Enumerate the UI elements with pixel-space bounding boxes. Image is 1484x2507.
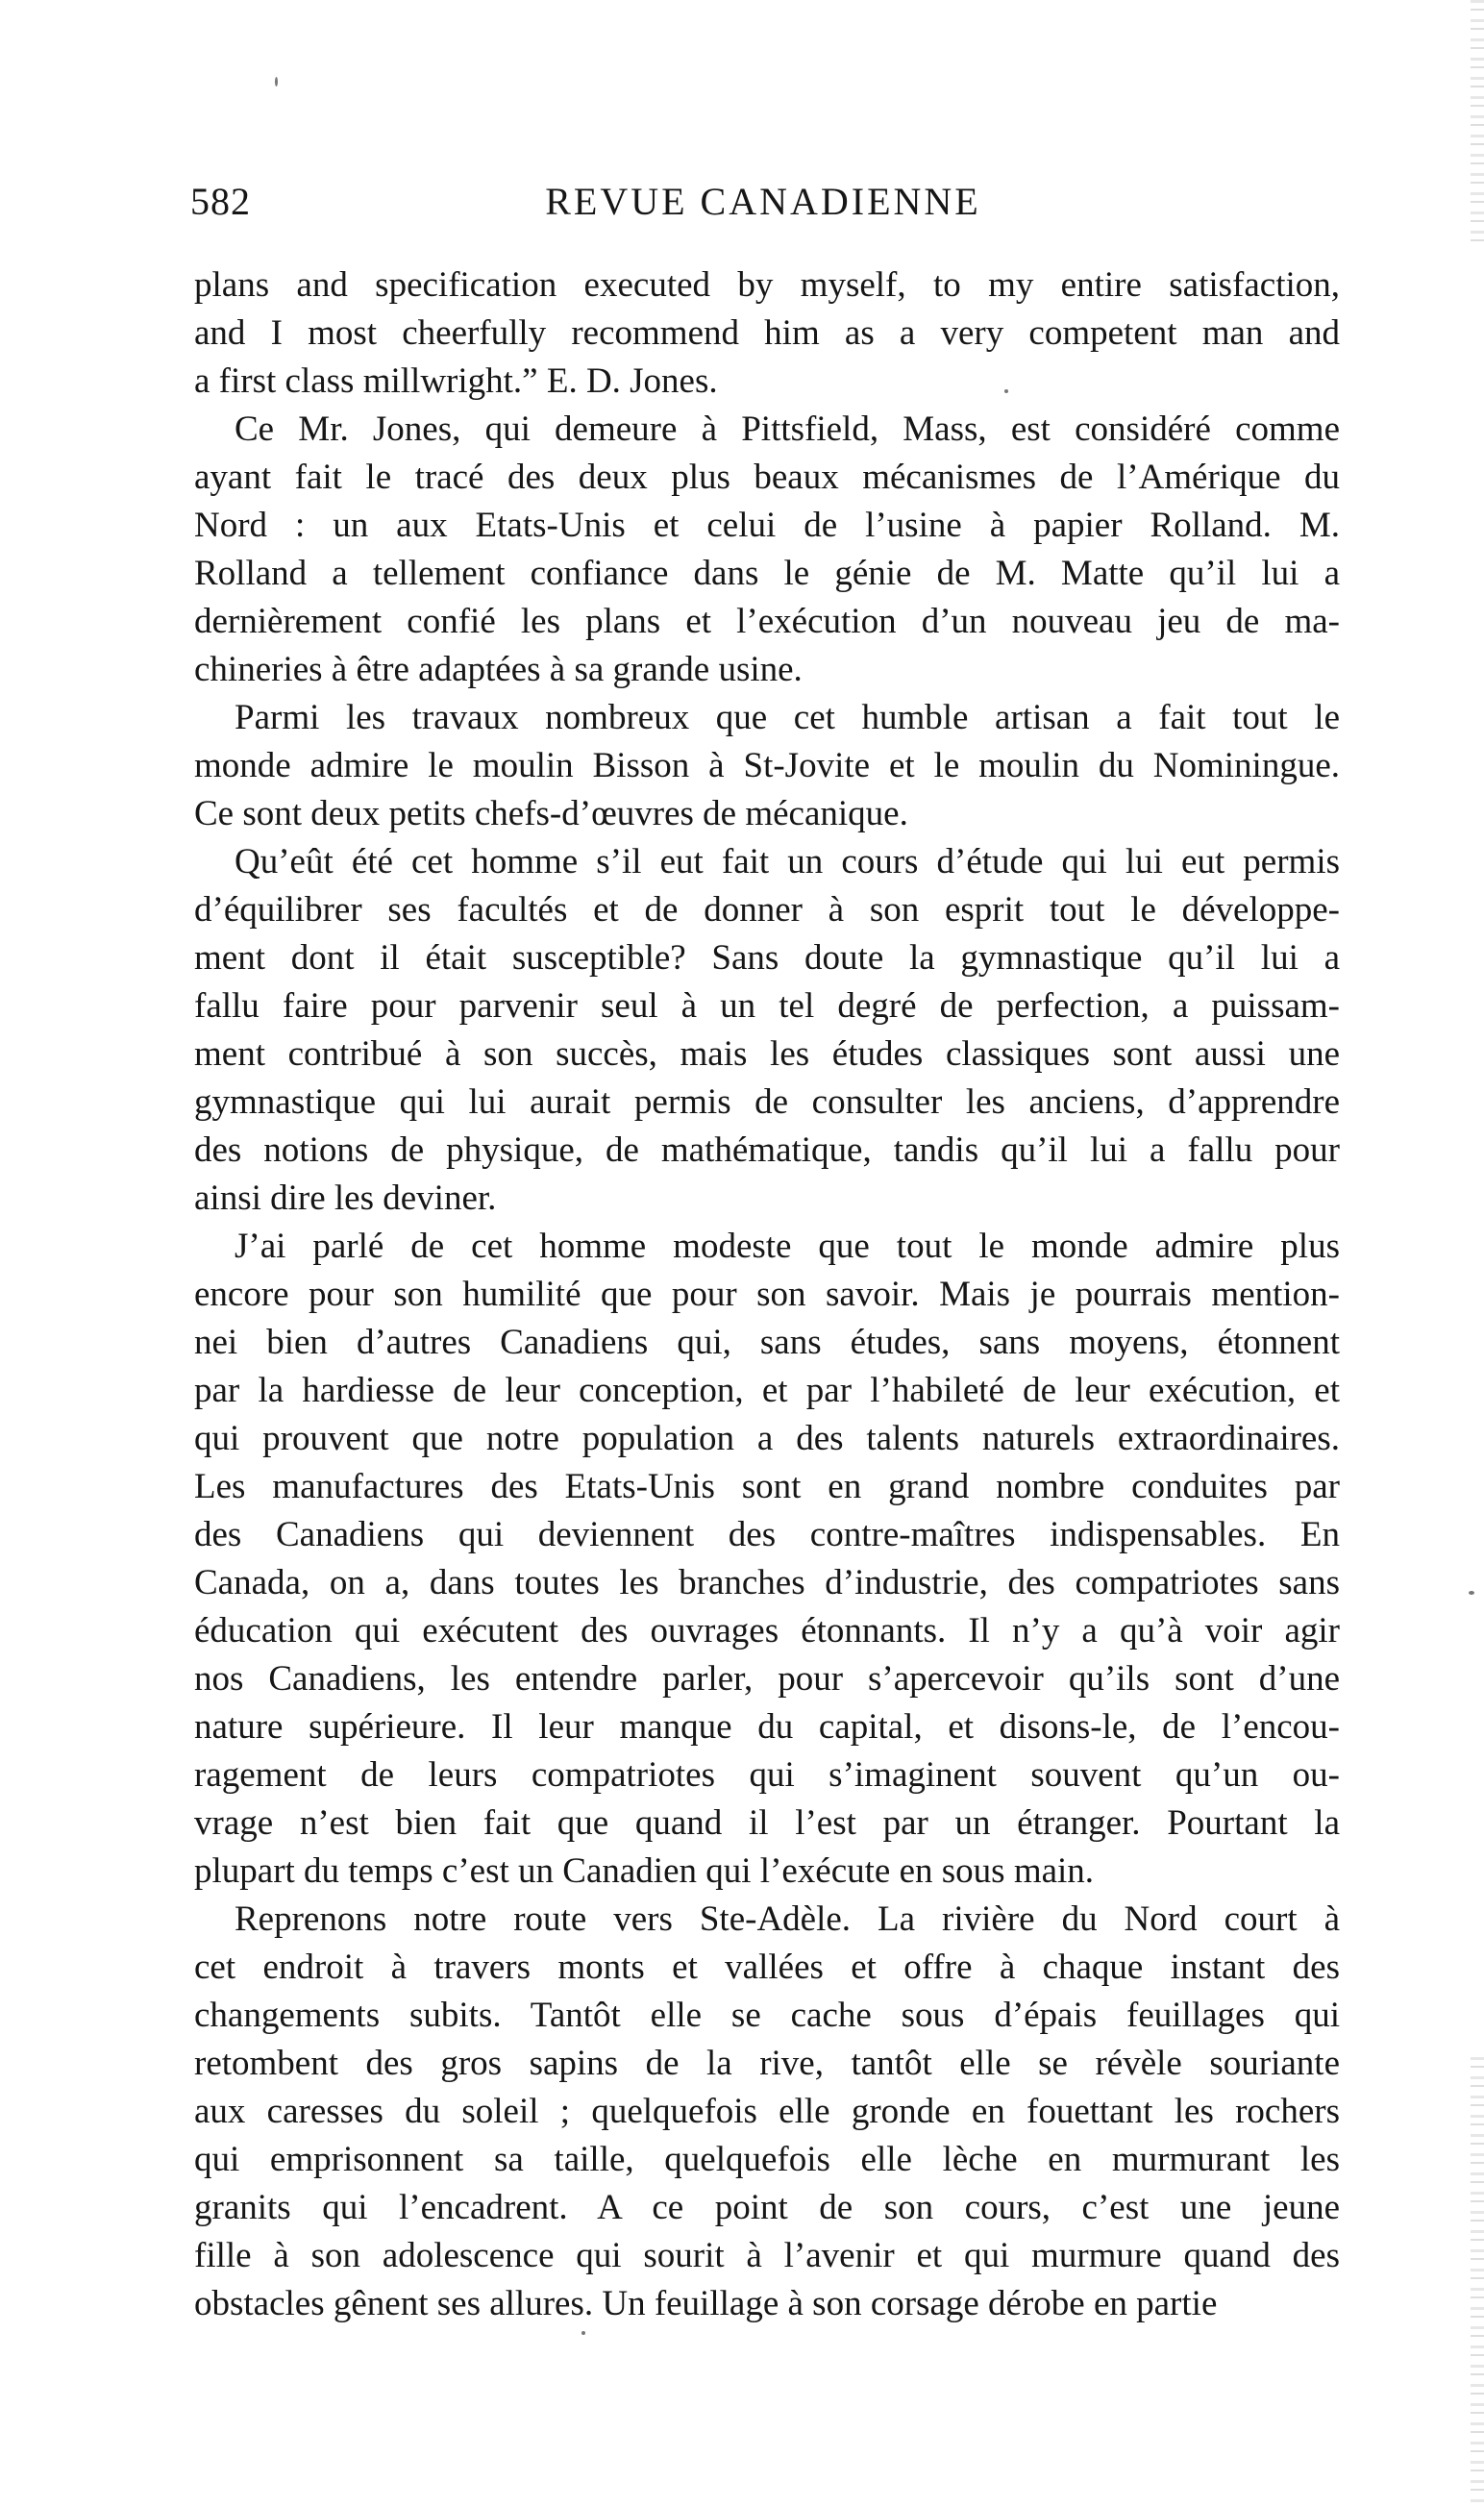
text-line: vrage n’est bien fait que quand il l’est par un étranger. Pourtant la	[194, 1803, 1340, 1843]
text-line: ment contribué à son succès, mais les études classiques sont aussi une	[194, 1034, 1340, 1074]
scan-speck	[1004, 389, 1008, 393]
text-line: Ce sont deux petits chefs-d’œuvres de mécanique.	[194, 794, 908, 833]
text-line: des notions de physique, de mathématique, tandis qu’il lui a fallu pour	[194, 1130, 1340, 1170]
text-line: chineries à être adaptées à sa grande usine.	[194, 650, 803, 689]
text-line: aux caresses du soleil ; quelquefois elle gronde en fouettant les rochers	[194, 2092, 1340, 2131]
text-line: Canada, on a, dans toutes les branches d’industrie, des compatriotes sans	[194, 1563, 1340, 1602]
running-title: REVUE CANADIENNE	[545, 180, 981, 223]
text-line: and I most cheerfully recommend him as a very competent man and	[194, 313, 1340, 353]
text-line: retombent des gros sapins de la rive, tantôt elle se révèle souriante	[194, 2044, 1340, 2083]
paragraph	[194, 406, 1340, 694]
text-line: plans and specification executed by myself, to my entire satisfaction,	[194, 265, 1340, 305]
text-line: ainsi dire les deviner.	[194, 1179, 497, 1218]
text-line: nos Canadiens, les entendre parler, pour s’apercevoir qu’ils sont d’une	[194, 1659, 1340, 1699]
page-header	[190, 179, 1336, 236]
text-line: J’ai parlé de cet homme modeste que tout le monde admire plus	[235, 1227, 1340, 1266]
scan-speck	[581, 2331, 585, 2335]
paragraph	[194, 694, 1340, 838]
paragraph	[194, 1896, 1340, 2328]
text-line: ayant fait le tracé des deux plus beaux mécanismes de l’Amérique du	[194, 458, 1340, 497]
text-line: granits qui l’encadrent. A ce point de son cours, c’est une jeune	[194, 2188, 1340, 2227]
text-line: cet endroit à travers monts et vallées et offre à chaque instant des	[194, 1948, 1340, 1987]
text-line: a first class millwright.” E. D. Jones.	[194, 361, 718, 401]
text-line: changements subits. Tantôt elle se cache sous d’épais feuillages qui	[194, 1996, 1340, 2035]
page-number: 582	[190, 180, 251, 223]
text-line: nature supérieure. Il leur manque du capital, et disons-le, de l’encou-	[194, 1707, 1340, 1747]
text-line: qui prouvent que notre population a des talents naturels extraordinaires.	[194, 1419, 1340, 1458]
text-line: éducation qui exécutent des ouvrages étonnants. Il n’y a qu’à voir agir	[194, 1611, 1340, 1651]
text-line: monde admire le moulin Bisson à St-Jovite et le moulin du Nominingue.	[194, 746, 1340, 785]
scan-edge-noise	[1471, 2057, 1484, 2507]
scan-speck	[275, 77, 278, 87]
paragraph	[194, 1223, 1340, 1896]
text-line: Rolland a tellement confiance dans le génie de M. Matte qu’il lui a	[194, 554, 1340, 593]
text-line: d’équilibrer ses facultés et de donner à son esprit tout le développe-	[194, 890, 1340, 930]
text-line: Les manufactures des Etats-Unis sont en grand nombre conduites par	[194, 1467, 1340, 1506]
scan-speck	[1469, 1591, 1474, 1595]
text-line: nei bien d’autres Canadiens qui, sans études, sans moyens, étonnent	[194, 1323, 1340, 1362]
paragraph	[194, 261, 1340, 406]
text-line: Nord : un aux Etats-Unis et celui de l’usine à papier Rolland. M.	[194, 506, 1340, 545]
scan-edge-noise	[1471, 0, 1484, 250]
paragraph	[194, 838, 1340, 1223]
text-line: Qu’eût été cet homme s’il eut fait un cours d’étude qui lui eut permis	[235, 842, 1340, 881]
text-line: ment dont il était susceptible? Sans doute la gymnastique qu’il lui a	[194, 938, 1340, 978]
text-line: ragement de leurs compatriotes qui s’imaginent souvent qu’un ou-	[194, 1755, 1340, 1795]
text-line: dernièrement confié les plans et l’exécution d’un nouveau jeu de ma-	[194, 602, 1340, 641]
text-line: Parmi les travaux nombreux que cet humble artisan a fait tout le	[235, 698, 1340, 737]
text-line: par la hardiesse de leur conception, et par l’habileté de leur exécution, et	[194, 1371, 1340, 1410]
text-line: obstacles gênent ses allures. Un feuillage à son corsage dérobe en partie	[194, 2284, 1218, 2323]
text-line: fille à son adolescence qui sourit à l’avenir et qui murmure quand des	[194, 2236, 1340, 2275]
text-line: gymnastique qui lui aurait permis de consulter les anciens, d’apprendre	[194, 1082, 1340, 1122]
text-line: des Canadiens qui deviennent des contre-maîtres indispensables. En	[194, 1515, 1340, 1554]
text-line: qui emprisonnent sa taille, quelquefois elle lèche en murmurant les	[194, 2140, 1340, 2179]
text-line: encore pour son humilité que pour son savoir. Mais je pourrais mention-	[194, 1275, 1340, 1314]
text-line: plupart du temps c’est un Canadien qui l’exécute en sous main.	[194, 1851, 1095, 1891]
text-line: Reprenons notre route vers Ste-Adèle. La rivière du Nord court à	[235, 1899, 1340, 1939]
text-line: fallu faire pour parvenir seul à un tel degré de perfection, a puissam-	[194, 986, 1340, 1026]
page-body	[194, 261, 1340, 2328]
text-line: Ce Mr. Jones, qui demeure à Pittsfield, Mass, est considéré comme	[235, 410, 1340, 449]
